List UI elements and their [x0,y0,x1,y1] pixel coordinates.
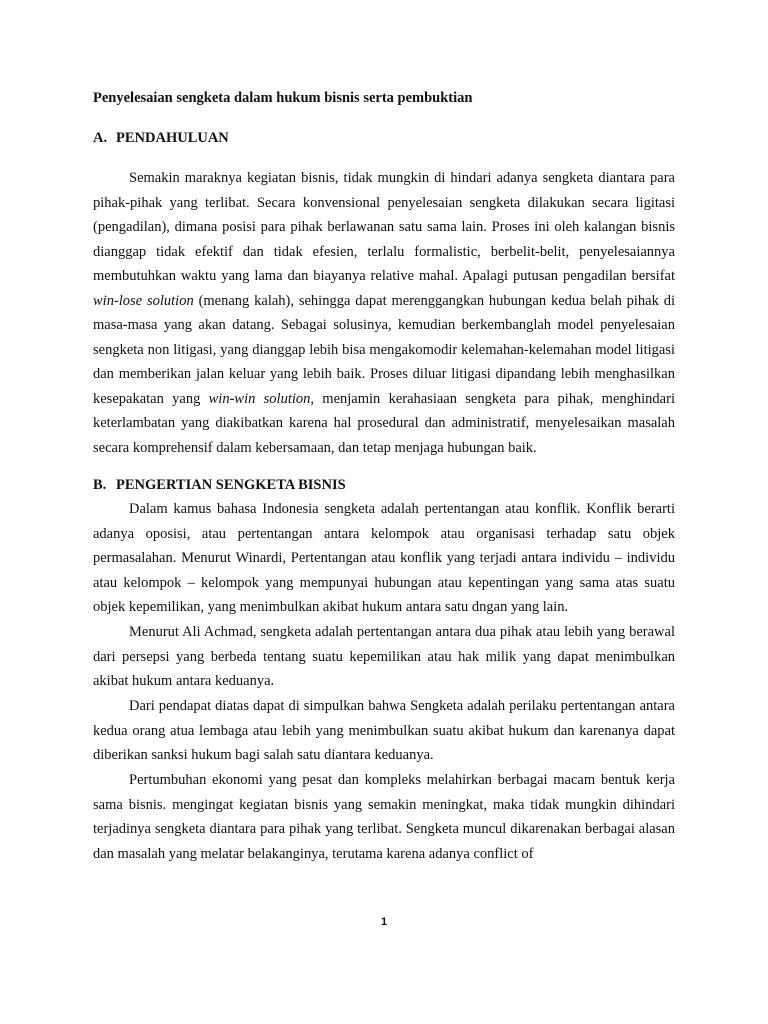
section-number: A. [93,130,108,146]
paragraph-pertumbuhan-ekonomi: Pertumbuhan ekonomi yang pesat dan kompleks melahirkan berbagai macam bentuk kerja sama bisnis. mengingat kegiatan bisnis yang semakin meningkat, maka tidak mungkin dihindari terjadinya sengketa diantara para pihak yang terlibat. Sengketa muncul dikarenakan berbagai alasan dan masalah yang melatar belakanginya, terutama karena adanya conflict of [93,772,675,862]
document-title: Penyelesaian sengketa dalam hukum bisnis serta pembuktian [93,90,473,106]
paragraph-pendahuluan [93,166,675,460]
paragraph-definisi: Dalam kamus bahasa Indonesia sengketa adalah pertentangan atau konflik. Konflik berarti adanya oposisi, atau pertentangan antara kelompok atau organisasi terhadap satu objek permasalahan. Menurut Winardi, Pertentangan atau konflik yang terjadi antara individu – individu atau kelompok – kelompok yang mempunyai hubungan atau kepentingan yang sama atas suatu objek kepemilikan, yang menimbulkan akibat hukum antara satu dngan yang lain. [93,501,675,615]
emphasis-win-win: win-win solution [208,390,311,407]
page-number: 1 [380,916,388,928]
section-heading-pengertian [93,473,675,497]
emphasis-win-lose: win-lose solution [93,292,194,309]
paragraph-text: Semakin maraknya kegiatan bisnis, tidak mungkin di hindari adanya sengketa diantara para pihak-pihak yang terlibat. Secara konvensional penyelesaian sengketa dilakukan secara ligitasi (pengadilan), dimana posisi para pihak berlawanan satu sama lain. Proses ini oleh kalangan bisnis dianggap tidak efektif dan tidak efesien, terlalu formalistic, berbelit-belit, penyelesaiannya membutuhkan waktu yang lama dan biayanya relative mahal. Apalagi putusan pengadilan bersifat [93,170,675,284]
document-body [93,86,675,866]
section-title: PENGERTIAN SENGKETA BISNIS [116,477,346,493]
paragraph-ali-achmad: Menurut Ali Achmad, sengketa adalah pertentangan antara dua pihak atau lebih yang berawal dari persepsi yang berbeda tentang suatu kepemilikan atau hak milik yang dapat menimbulkan akibat hukum antara keduanya. [93,624,675,689]
paragraph-text: (menang kalah), sehingga dapat merenggangkan hubungan kedua belah pihak di masa-masa yang akan datang. Sebagai solusinya, kemudian berkembanglah model penyelesaian sengketa non litigasi, yang dianggap lebih bisa mengakomodir kelemahan-kelemahan model litigasi dan memberikan jalan keluar yang lebih baik. Proses diluar litigasi dipandang lebih menghasilkan kesepakatan yang [93,292,675,407]
paragraph-text: , menjamin kerahasiaan sengketa para pihak, menghindari keterlambatan yang diakibatkan karena hal prosedural dan administratif, menyelesaikan masalah secara komprehensif dalam kebersamaan, dan tetap menjaga hubungan baik. [93,390,675,456]
paragraph-kesimpulan: Dari pendapat diatas dapat di simpulkan bahwa Sengketa adalah perilaku pertentangan antara kedua orang atua lembaga atau lebih yang menimbulkan suatu akibat hukum dan karenanya dapat diberikan sanksi hukum bagi salah satu diantara keduanya. [93,698,675,763]
section-heading-pendahuluan [93,126,675,150]
section-title: PENDAHULUAN [116,130,229,146]
section-number: B. [93,477,107,493]
